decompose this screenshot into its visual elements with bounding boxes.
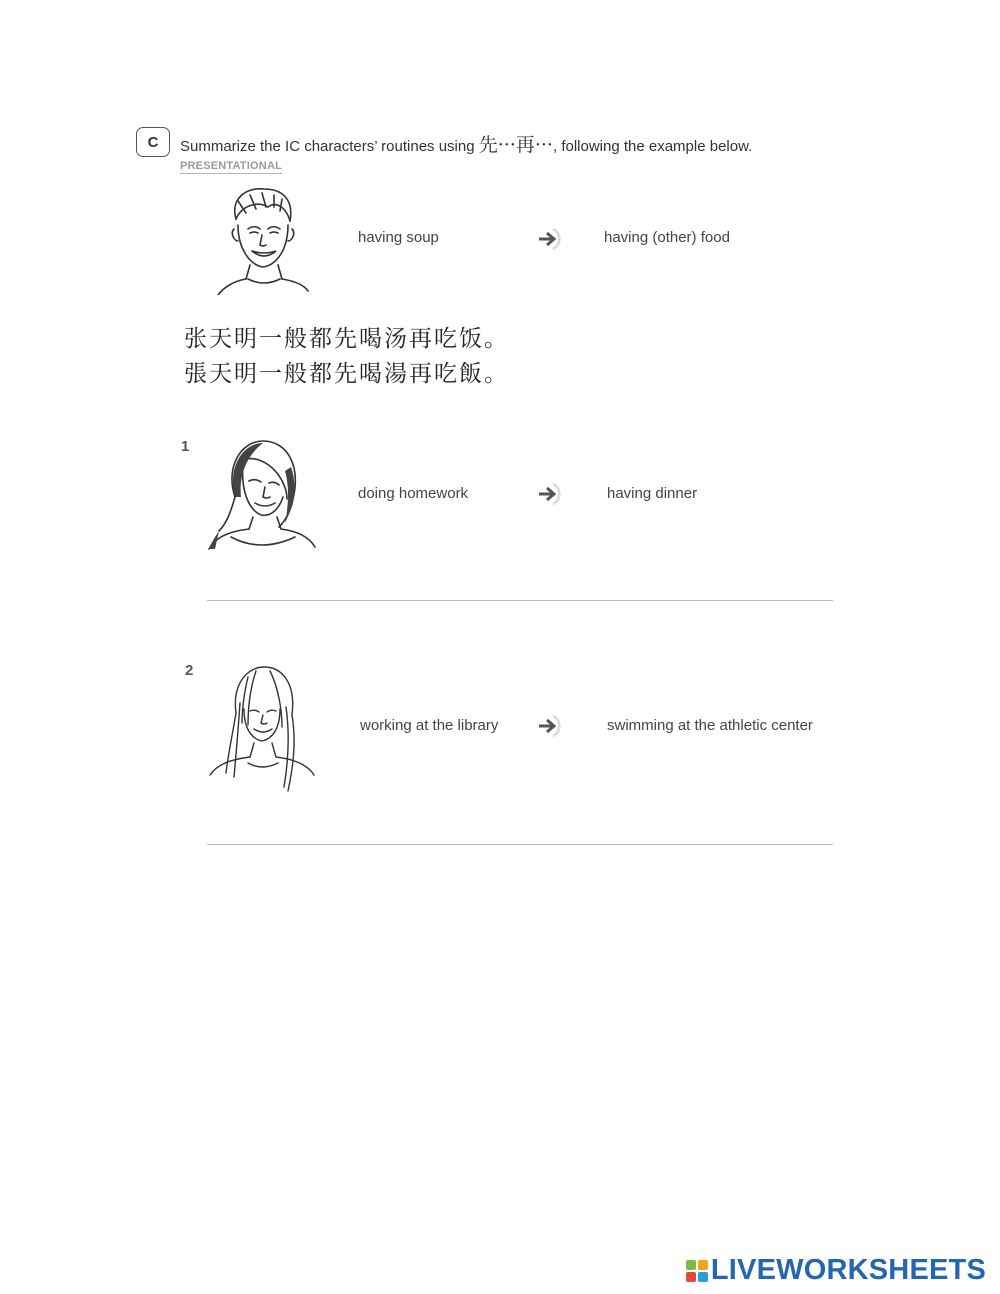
item-number: 1 — [181, 438, 190, 455]
arrow-right-icon — [535, 226, 561, 252]
example-sentence-simplified: 张天明一般都先喝汤再吃饭。 — [184, 326, 509, 352]
instruction-text — [180, 130, 752, 157]
instruction-before: Summarize the IC characters’ routines using — [180, 138, 479, 155]
section-label-badge — [136, 127, 170, 157]
portrait-male-icon — [212, 183, 312, 295]
item2-first-activity: working at the library — [360, 717, 499, 734]
portrait-female-long-hair-icon — [208, 663, 318, 795]
item2-then-activity: swimming at the athletic center — [607, 717, 813, 734]
item-number: 2 — [185, 662, 194, 679]
example-then-activity: having (other) food — [604, 229, 730, 246]
answer-line-2[interactable] — [207, 844, 833, 845]
instruction-pattern: 先···再··· — [478, 134, 553, 156]
arrow-right-icon — [535, 481, 561, 507]
section-label: C — [147, 133, 159, 151]
item1-then-activity: having dinner — [607, 485, 698, 502]
liveworksheets-logo-icon — [686, 1260, 708, 1282]
example-first-activity: having soup — [358, 229, 439, 246]
item1-first-activity: doing homework — [358, 485, 469, 502]
answer-line-1[interactable] — [207, 600, 833, 601]
arrow-right-icon — [535, 713, 561, 739]
logo-text: LIVEWORKSHEETS — [710, 1254, 986, 1286]
portrait-female-short-hair-icon — [205, 437, 317, 551]
instruction-after: , following the example below. — [552, 138, 753, 155]
example-sentence-traditional: 張天明一般都先喝湯再吃飯。 — [184, 361, 509, 387]
liveworksheets-logo — [686, 1254, 986, 1287]
mode-label: PRESENTATIONAL — [180, 160, 283, 172]
